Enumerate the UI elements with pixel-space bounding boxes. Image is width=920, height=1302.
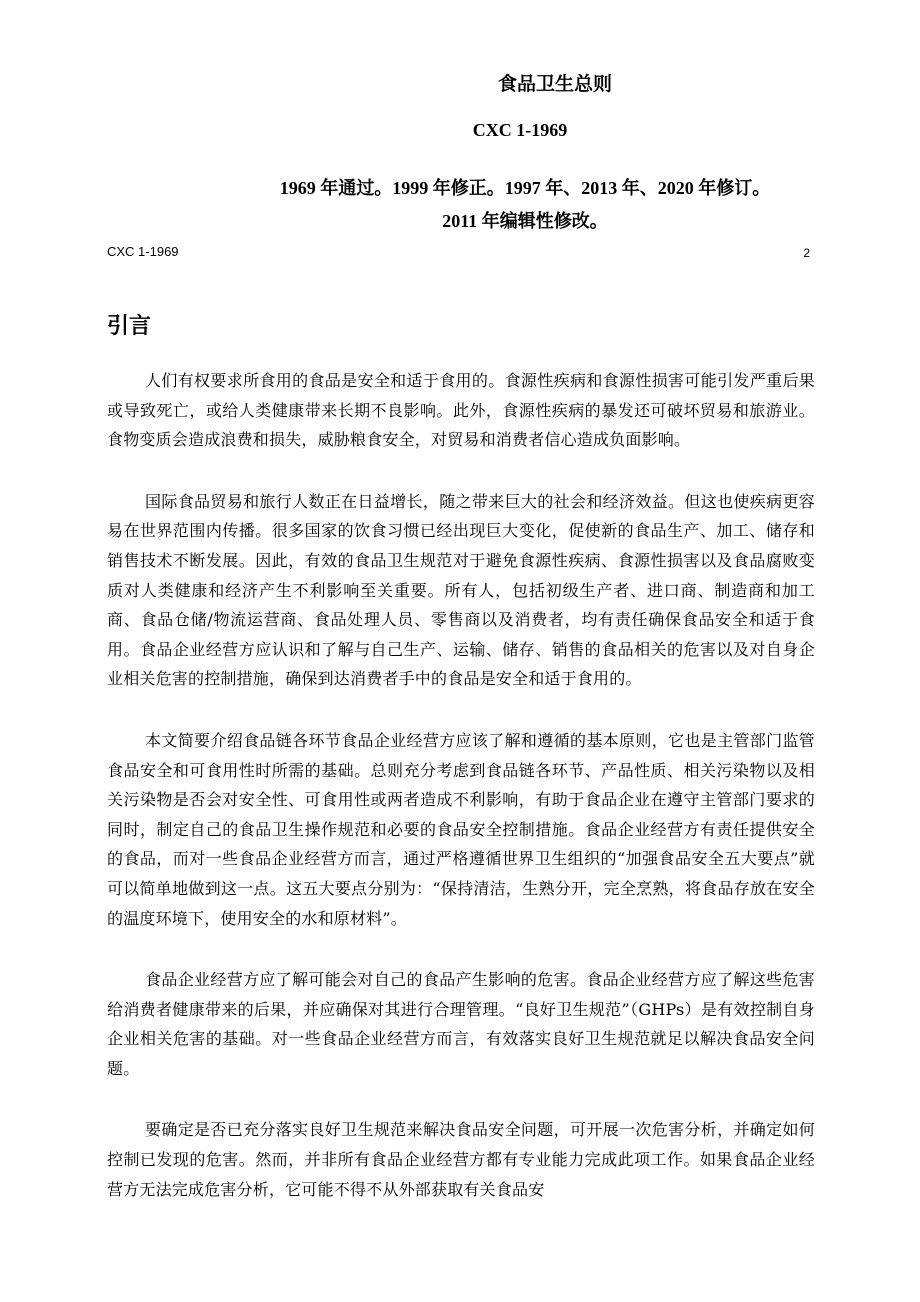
section-body [107,366,815,1236]
paragraph: 要确定是否已充分落实良好卫生规范来解决食品安全问题，可开展一次危害分析，并确定如何控制已发现的危害。然而，并非所有食品企业经营方都有专业能力完成此项工作。如果食品企业经营方无法完成危害分析，它可能不得不从外部获取有关食品安 [107,1120,815,1199]
history-line-1: 1969 年通过。1999 年修正。1997 年、2013 年、2020 年修订。 [279,178,771,198]
paragraph: 人们有权要求所食用的食品是安全和适于食用的。食源性疾病和食源性损害可能引发严重后果或导致死亡，或给人类健康带来长期不良影响。此外，食源性疾病的暴发还可破坏贸易和旅游业。食物变质会造成浪费和损失，威胁粮食安全，对贸易和消费者信心造成负面影响。 [107,371,815,450]
document-title: 食品卫生总则 [497,73,612,95]
running-header-code: CXC 1-1969 [107,244,179,259]
history-line-2: 2011 年编辑性修改。 [442,211,608,231]
section-heading: 引言 [107,314,152,339]
document-history [200,172,850,238]
page-number: 2 [803,246,810,260]
paragraph: 国际食品贸易和旅行人数正在日益增长，随之带来巨大的社会和经济效益。但这也使疾病更容易在世界范围内传播。很多国家的饮食习惯已经出现巨大变化，促使新的食品生产、加工、储存和销售技术不断发展。因此，有效的食品卫生规范对于避免食源性疾病、食源性损害以及食品腐败变质对人类健康和经济产生不利影响至关重要。所有人，包括初级生产者、进口商、制造商和加工商、食品仓储/物流运营商、食品处理人员、零售商以及消费者，均有责任确保食品安全和适于食用。食品企业经营方应认识和了解与自己生产、运输、储存、销售的食品相关的危害以及对自身企业相关危害的控制措施，确保到达消费者手中的食品是安全和适于食用的。 [107,491,815,689]
document-code: CXC 1-1969 [472,120,568,140]
paragraph: 本文简要介绍食品链各环节食品企业经营方应该了解和遵循的基本原则，它也是主管部门监管食品安全和可食用性时所需的基础。总则充分考虑到食品链各环节、产品性质、相关污染物以及相关污染物是否会对安全性、可食用性或两者造成不利影响，有助于食品企业在遵守主管部门要求的同时，制定自己的食品卫生操作规范和必要的食品安全控制措施。食品企业经营方有责任提供安全的食品，而对一些食品企业经营方而言，通过严格遵循世界卫生组织的“加强食品安全五大要点”就可以简单地做到这一点。这五大要点分别为：“保持清洁，生熟分开，完全烹熟，将食品存放在安全的温度环境下，使用安全的水和原材料”。 [107,730,815,928]
paragraph: 食品企业经营方应了解可能会对自己的食品产生影响的危害。食品企业经营方应了解这些危害给消费者健康带来的后果，并应确保对其进行合理管理。“良好卫生规范”（GHPs）是有效控制自身企业相关危害的基础。对一些食品企业经营方而言，有效落实良好卫生规范就足以解决食品安全问题。 [107,970,815,1078]
